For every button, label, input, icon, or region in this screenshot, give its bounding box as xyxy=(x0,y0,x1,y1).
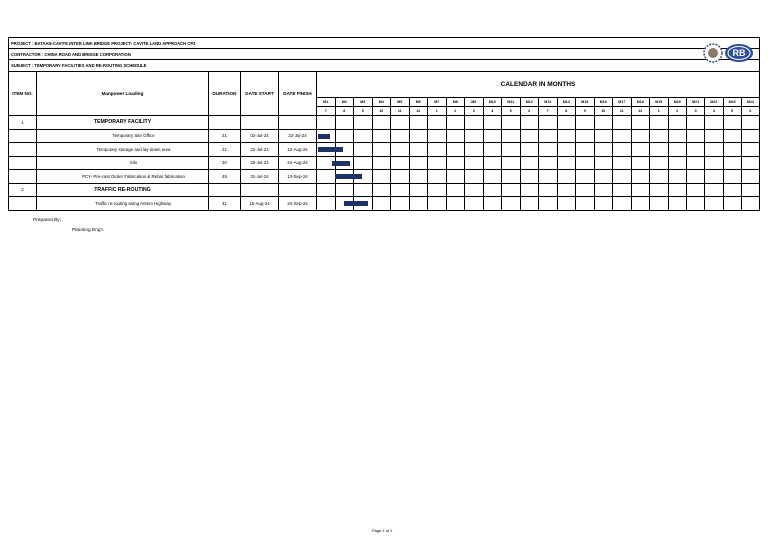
calendar-cell xyxy=(668,156,687,170)
calendar-cell xyxy=(354,156,373,170)
calendar-cell xyxy=(317,156,336,170)
calendar-cell xyxy=(317,143,336,157)
month-label: M9 xyxy=(465,98,484,107)
month-label: M15 xyxy=(576,98,595,107)
calendar-cell xyxy=(723,116,741,130)
calendar-cell xyxy=(428,156,447,170)
calendar-cell xyxy=(483,170,502,184)
calendar-cell xyxy=(557,197,576,211)
calendar-cell xyxy=(705,197,723,211)
duration-cell xyxy=(209,183,241,197)
month-label: M18 xyxy=(631,98,650,107)
month-label: M12 xyxy=(520,98,539,107)
task-name: Traffic re-routing along Antero Highway. xyxy=(37,197,209,211)
item-number: 2 xyxy=(9,183,37,197)
task-duration: 30 xyxy=(209,156,241,170)
calendar-cell xyxy=(520,197,539,211)
calendar-cell xyxy=(409,129,428,143)
calendar-cell xyxy=(409,143,428,157)
calendar-cell xyxy=(483,156,502,170)
calendar-cell xyxy=(465,156,484,170)
task-start-date: 31-Jul-24 xyxy=(241,170,279,184)
prepared-by-label: Prepared By; xyxy=(33,218,61,223)
month-label: M21 xyxy=(687,98,705,107)
task-duration: 21 xyxy=(209,129,241,143)
calendar-cell xyxy=(428,197,447,211)
calendar-cell xyxy=(594,197,613,211)
calendar-header: CALENDAR IN MONTHS xyxy=(317,72,760,98)
calendar-cell xyxy=(631,156,650,170)
calendar-cell xyxy=(557,156,576,170)
calendar-cell xyxy=(446,183,465,197)
task-name: Temporary Site Office xyxy=(37,129,209,143)
calendar-cell xyxy=(539,197,558,211)
month-number: 10 xyxy=(594,107,613,116)
month-label: M23 xyxy=(723,98,741,107)
project-line: PROJECT : BATAAN-CAVITE INTER LINK BRIDGE PROJECT- CAVITE LAND APPROACH CP2 xyxy=(9,38,759,49)
calendar-cell xyxy=(741,170,759,184)
calendar-cell xyxy=(687,197,705,211)
task-name: PCY- Pre-cast Girder Fabrication & Rebar fabrication xyxy=(37,170,209,184)
item-cell xyxy=(9,129,37,143)
calendar-cell xyxy=(576,170,595,184)
calendar-cell xyxy=(465,197,484,211)
month-label: M8 xyxy=(446,98,465,107)
calendar-cell xyxy=(723,143,741,157)
calendar-cell xyxy=(446,156,465,170)
calendar-cell xyxy=(317,170,336,184)
month-number: 10 xyxy=(372,107,391,116)
company-logo xyxy=(701,41,756,65)
calendar-cell xyxy=(483,116,502,130)
month-label: M3 xyxy=(354,98,373,107)
calendar-cell xyxy=(409,183,428,197)
calendar-cell xyxy=(317,129,336,143)
calendar-cell xyxy=(372,197,391,211)
calendar-cell xyxy=(335,129,354,143)
calendar-cell xyxy=(613,116,632,130)
calendar-cell xyxy=(317,197,336,211)
calendar-cell xyxy=(687,116,705,130)
task-duration: 45 xyxy=(209,170,241,184)
calendar-cell xyxy=(576,116,595,130)
calendar-cell xyxy=(741,143,759,157)
calendar-cell xyxy=(372,170,391,184)
schedule-sheet xyxy=(8,37,760,211)
calendar-cell xyxy=(428,129,447,143)
calendar-cell xyxy=(428,143,447,157)
calendar-cell xyxy=(354,116,373,130)
calendar-cell xyxy=(557,129,576,143)
calendar-cell xyxy=(465,129,484,143)
month-number: 11 xyxy=(391,107,410,116)
calendar-cell xyxy=(576,183,595,197)
month-number: 6 xyxy=(520,107,539,116)
calendar-cell xyxy=(446,197,465,211)
calendar-cell xyxy=(391,116,410,130)
calendar-cell xyxy=(428,170,447,184)
calendar-cell xyxy=(372,116,391,130)
schedule-table xyxy=(8,71,760,211)
month-number: 11 xyxy=(613,107,632,116)
gantt-bar xyxy=(332,161,350,166)
calendar-cell xyxy=(446,116,465,130)
month-label: M4 xyxy=(372,98,391,107)
item-number: 1 xyxy=(9,116,37,130)
month-label: M13 xyxy=(539,98,558,107)
section-row xyxy=(9,183,760,197)
calendar-cell xyxy=(502,129,521,143)
calendar-cell xyxy=(428,116,447,130)
month-number: 5 xyxy=(723,107,741,116)
calendar-cell xyxy=(705,116,723,130)
calendar-cell xyxy=(723,170,741,184)
calendar-cell xyxy=(391,129,410,143)
calendar-cell xyxy=(465,170,484,184)
calendar-cell xyxy=(409,170,428,184)
month-label: M22 xyxy=(705,98,723,107)
calendar-cell xyxy=(741,183,759,197)
calendar-cell xyxy=(668,116,687,130)
start-cell xyxy=(241,116,279,130)
calendar-cell xyxy=(520,143,539,157)
month-label: M5 xyxy=(391,98,410,107)
calendar-cell xyxy=(483,197,502,211)
calendar-cell xyxy=(705,143,723,157)
calendar-cell xyxy=(576,156,595,170)
calendar-cell xyxy=(613,129,632,143)
month-label: M20 xyxy=(668,98,687,107)
calendar-cell xyxy=(723,156,741,170)
month-label: M1 xyxy=(317,98,336,107)
calendar-cell xyxy=(483,129,502,143)
gantt-bar xyxy=(344,201,369,206)
month-number: 9 xyxy=(576,107,595,116)
task-row xyxy=(9,143,760,157)
task-finish-date: 22-Jul-24 xyxy=(279,129,317,143)
calendar-cell xyxy=(668,143,687,157)
month-number: 7 xyxy=(539,107,558,116)
calendar-cell xyxy=(502,116,521,130)
calendar-cell xyxy=(741,116,759,130)
calendar-cell xyxy=(650,156,669,170)
month-label: M17 xyxy=(613,98,632,107)
calendar-cell xyxy=(465,116,484,130)
task-row xyxy=(9,156,760,170)
calendar-cell xyxy=(502,170,521,184)
calendar-cell xyxy=(391,143,410,157)
calendar-cell xyxy=(335,116,354,130)
task-name: Silo xyxy=(37,156,209,170)
month-number: 4 xyxy=(705,107,723,116)
calendar-cell xyxy=(372,143,391,157)
month-number: 12 xyxy=(409,107,428,116)
finish-cell xyxy=(279,183,317,197)
calendar-cell xyxy=(650,129,669,143)
month-number: 2 xyxy=(668,107,687,116)
calendar-cell xyxy=(539,129,558,143)
calendar-cell xyxy=(705,156,723,170)
calendar-cell xyxy=(687,183,705,197)
task-finish-date: 12-Aug-24 xyxy=(279,143,317,157)
calendar-cell xyxy=(576,129,595,143)
month-label: M24 xyxy=(741,98,759,107)
month-number: 2 xyxy=(446,107,465,116)
subject-line: SUBJECT : TEMPORARY FACILITIES AND RE-ROUTING SCHEDULE xyxy=(11,63,147,68)
task-name: Temporary storage and lay-down area xyxy=(37,143,209,157)
calendar-cell xyxy=(631,197,650,211)
calendar-cell xyxy=(613,197,632,211)
month-number: 7 xyxy=(317,107,336,116)
calendar-cell xyxy=(650,170,669,184)
task-duration: 21 xyxy=(209,143,241,157)
calendar-cell xyxy=(557,116,576,130)
task-finish-date: 24-Sep-24 xyxy=(279,197,317,211)
month-label: M11 xyxy=(502,98,521,107)
task-finish-date: 24-Aug-24 xyxy=(279,156,317,170)
calendar-cell xyxy=(409,197,428,211)
month-number: 1 xyxy=(650,107,669,116)
calendar-cell xyxy=(613,143,632,157)
calendar-cell xyxy=(557,143,576,157)
month-number: 6 xyxy=(741,107,759,116)
calendar-cell xyxy=(539,156,558,170)
month-label: M7 xyxy=(428,98,447,107)
calendar-cell xyxy=(335,183,354,197)
calendar-cell xyxy=(723,129,741,143)
task-start-date: 26-Jul-24 xyxy=(241,156,279,170)
task-duration: 41 xyxy=(209,197,241,211)
section-row xyxy=(9,116,760,130)
calendar-cell xyxy=(502,197,521,211)
calendar-cell xyxy=(372,183,391,197)
calendar-cell xyxy=(539,143,558,157)
manpower-header: Manpower Loading xyxy=(37,72,209,116)
month-number: 5 xyxy=(502,107,521,116)
calendar-cell xyxy=(539,170,558,184)
calendar-cell xyxy=(409,116,428,130)
task-start-date: 02-Jul-24 xyxy=(241,129,279,143)
svg-text:RB: RB xyxy=(732,48,746,58)
section-title: TRAFFIC RE-ROUTING xyxy=(37,183,209,197)
calendar-cell xyxy=(502,156,521,170)
month-number: 4 xyxy=(483,107,502,116)
schedule-body xyxy=(9,116,760,211)
calendar-cell xyxy=(687,170,705,184)
calendar-cell xyxy=(631,116,650,130)
duration-cell xyxy=(209,116,241,130)
task-row xyxy=(9,197,760,211)
page-number: Page 1 of 1 xyxy=(372,528,393,533)
task-row xyxy=(9,170,760,184)
gantt-bar xyxy=(335,174,362,179)
project-header xyxy=(8,37,760,71)
calendar-cell xyxy=(557,183,576,197)
calendar-cell xyxy=(446,129,465,143)
calendar-cell xyxy=(520,129,539,143)
month-label: M2 xyxy=(335,98,354,107)
calendar-cell xyxy=(687,156,705,170)
calendar-cell xyxy=(465,143,484,157)
calendar-cell xyxy=(520,170,539,184)
calendar-cell xyxy=(502,183,521,197)
calendar-cell xyxy=(539,116,558,130)
calendar-cell xyxy=(705,170,723,184)
calendar-cell xyxy=(520,156,539,170)
calendar-cell xyxy=(631,129,650,143)
calendar-cell xyxy=(317,183,336,197)
calendar-cell xyxy=(668,129,687,143)
calendar-cell xyxy=(705,183,723,197)
item-cell xyxy=(9,143,37,157)
calendar-cell xyxy=(668,170,687,184)
calendar-cell xyxy=(446,170,465,184)
calendar-cell xyxy=(502,143,521,157)
date-finish-header: DATE FINISH xyxy=(279,72,317,116)
item-cell xyxy=(9,156,37,170)
calendar-cell xyxy=(594,129,613,143)
gantt-bar xyxy=(318,147,343,152)
month-number: 8 xyxy=(557,107,576,116)
calendar-cell xyxy=(594,116,613,130)
calendar-cell xyxy=(723,183,741,197)
calendar-cell xyxy=(594,143,613,157)
calendar-cell xyxy=(372,156,391,170)
calendar-cell xyxy=(650,116,669,130)
calendar-cell xyxy=(594,156,613,170)
calendar-cell xyxy=(520,116,539,130)
calendar-cell xyxy=(372,129,391,143)
month-number: 12 xyxy=(631,107,650,116)
month-number: 1 xyxy=(428,107,447,116)
gantt-bar xyxy=(318,134,330,139)
calendar-cell xyxy=(391,156,410,170)
calendar-cell xyxy=(391,197,410,211)
calendar-cell xyxy=(723,197,741,211)
calendar-cell xyxy=(576,197,595,211)
calendar-cell xyxy=(741,156,759,170)
finish-cell xyxy=(279,116,317,130)
calendar-cell xyxy=(613,156,632,170)
contractor-line: CONTRACTOR : CHINA ROAD AND BRIDGE CORPORATION xyxy=(9,49,759,60)
task-row xyxy=(9,129,760,143)
month-label: M16 xyxy=(594,98,613,107)
month-label: M19 xyxy=(650,98,669,107)
calendar-cell xyxy=(391,183,410,197)
task-start-date: 22-Jul-24 xyxy=(241,143,279,157)
calendar-cell xyxy=(409,156,428,170)
calendar-cell xyxy=(354,143,373,157)
calendar-cell xyxy=(557,170,576,184)
calendar-cell xyxy=(483,143,502,157)
month-label: M10 xyxy=(483,98,502,107)
month-number: 9 xyxy=(354,107,373,116)
calendar-cell xyxy=(668,183,687,197)
planning-engineer-label: Planning Eng'r. xyxy=(72,228,105,233)
task-start-date: 15-Aug-24 xyxy=(241,197,279,211)
calendar-cell xyxy=(354,129,373,143)
calendar-cell xyxy=(613,183,632,197)
calendar-cell xyxy=(631,183,650,197)
date-start-header: DATE START xyxy=(241,72,279,116)
duration-header: DURATION xyxy=(209,72,241,116)
calendar-cell xyxy=(613,170,632,184)
calendar-cell xyxy=(520,183,539,197)
calendar-cell xyxy=(687,143,705,157)
calendar-cell xyxy=(668,197,687,211)
calendar-cell xyxy=(465,183,484,197)
calendar-cell xyxy=(687,129,705,143)
calendar-cell xyxy=(391,170,410,184)
calendar-cell xyxy=(483,183,502,197)
calendar-cell xyxy=(354,183,373,197)
month-label: M6 xyxy=(409,98,428,107)
calendar-cell xyxy=(741,197,759,211)
calendar-cell xyxy=(650,143,669,157)
calendar-cell xyxy=(446,143,465,157)
calendar-cell xyxy=(594,170,613,184)
calendar-cell xyxy=(650,183,669,197)
month-number: 3 xyxy=(687,107,705,116)
item-no-header: ITEM NO. xyxy=(9,72,37,116)
month-number: 3 xyxy=(465,107,484,116)
calendar-cell xyxy=(631,170,650,184)
section-title: TEMPORARY FACILITY xyxy=(37,116,209,130)
start-cell xyxy=(241,183,279,197)
calendar-cell xyxy=(428,183,447,197)
calendar-cell xyxy=(741,129,759,143)
calendar-cell xyxy=(631,143,650,157)
calendar-cell xyxy=(317,116,336,130)
item-cell xyxy=(9,170,37,184)
calendar-cell xyxy=(650,197,669,211)
month-label: M14 xyxy=(557,98,576,107)
calendar-cell xyxy=(705,129,723,143)
calendar-cell xyxy=(576,143,595,157)
task-finish-date: 13-Sep-24 xyxy=(279,170,317,184)
calendar-cell xyxy=(539,183,558,197)
item-cell xyxy=(9,197,37,211)
calendar-cell xyxy=(594,183,613,197)
month-number: 8 xyxy=(335,107,354,116)
